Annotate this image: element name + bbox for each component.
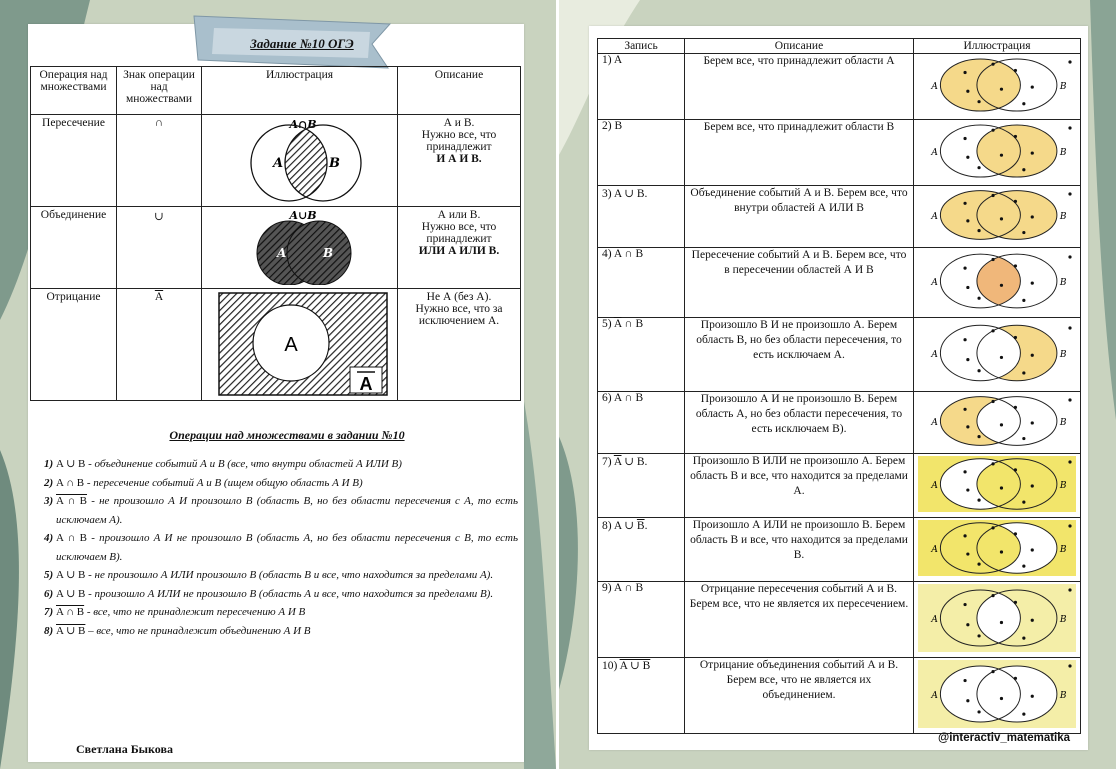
venn-point (1000, 697, 1003, 700)
venn-point (1014, 200, 1017, 203)
venn-point (1022, 437, 1025, 440)
venn-point (977, 435, 980, 438)
venn-point (1014, 336, 1017, 339)
venn-point (1000, 621, 1003, 624)
venn-point (1022, 299, 1025, 302)
venn-illustration (914, 186, 1080, 244)
venn-point (977, 563, 980, 566)
venn-label-a: A (931, 481, 938, 491)
venn-illustration (914, 320, 1080, 386)
venn-point (1014, 601, 1017, 604)
svg-text:B: B (329, 156, 340, 171)
venn-point (991, 329, 994, 332)
list-item: 2) A ∩ B - пересечение событий А и В (ищем общую область А И В) (44, 476, 363, 489)
venn-point (1014, 677, 1017, 680)
venn-point (1000, 284, 1003, 287)
operations-list (44, 455, 518, 640)
venn-point (977, 634, 980, 637)
venn-illustration (914, 658, 1080, 730)
venn-point (1068, 588, 1071, 591)
desc-line: А и В. (443, 117, 475, 129)
page-title: Задание №10 ОГЭ (250, 36, 354, 51)
desc-bold: ИЛИ А ИЛИ В. (418, 245, 500, 257)
venn-label-b: B (1059, 545, 1067, 555)
venn-point (1000, 154, 1003, 157)
venn-point (963, 470, 966, 473)
desc-line: Нужно все, что принадлежит (421, 221, 497, 245)
venn-point (1068, 664, 1071, 667)
col-header-notation: Запись (598, 39, 685, 54)
ill-label: A∩B (289, 118, 317, 131)
venn-point (1068, 60, 1071, 63)
venn-point (977, 100, 980, 103)
venn-point (1031, 695, 1034, 698)
venn-point (1022, 231, 1025, 234)
col-header-illustration: Иллюстрация (914, 39, 1081, 54)
venn-point (1000, 423, 1003, 426)
venn-point (991, 670, 994, 673)
table-row (598, 186, 1081, 248)
row-label: 4) A ∩ B (598, 248, 685, 318)
page-divider (556, 0, 559, 769)
table-row (598, 658, 1081, 734)
venn-point (1031, 421, 1034, 424)
row-label: 6) A ∩ $\overline{B}$ (602, 392, 644, 404)
section-title: Операции над множествами в задании №10 (169, 428, 405, 442)
venn-label-a: A (931, 545, 938, 555)
row-desc: Произошло А ИЛИ не произошло В. Берем область В и все, что находится за пределами В. (685, 518, 914, 582)
venn-point (1068, 398, 1071, 401)
venn-point (966, 425, 969, 428)
venn-point (963, 202, 966, 205)
venn-point (963, 534, 966, 537)
venn-illustration (914, 582, 1080, 654)
venn-point (1068, 524, 1071, 527)
venn-point (966, 156, 969, 159)
venn-point (991, 63, 994, 66)
venn-label-b: B (1059, 212, 1067, 222)
row-desc: Объединение событий А и В. Берем все, что внутри областей А ИЛИ В (685, 186, 914, 248)
col-header-description: Описание (398, 67, 521, 115)
venn-point (1014, 532, 1017, 535)
list-item: 5) A ∪ B - не произошло А ИЛИ произошло В (область В и все, что находится за пределами А). (44, 569, 494, 581)
operations-table (30, 66, 521, 401)
venn-point (966, 358, 969, 361)
venn-point (1022, 565, 1025, 568)
list-item: 1) A ∪ B - объединение событий А и В (все, что внутри областей А ИЛИ В) (44, 458, 402, 470)
venn-point (1022, 501, 1025, 504)
row-desc: Произошло В ИЛИ не произошло А. Берем область В и все, что находится за пределами А. (685, 454, 914, 518)
table-row (598, 518, 1081, 582)
venn-point (1022, 713, 1025, 716)
col-header-illustration: Иллюстрация (202, 67, 398, 115)
venn-point (1031, 484, 1034, 487)
desc-bold: И А И В. (436, 153, 482, 165)
table-row (31, 207, 521, 289)
venn-point (1000, 550, 1003, 553)
row-label: 2) B (598, 120, 685, 186)
complement-label: A (359, 374, 373, 394)
venn-illustration (914, 454, 1080, 514)
venn-point (1022, 637, 1025, 640)
table-row (598, 582, 1081, 658)
venn-point (1014, 468, 1017, 471)
op-sign: ∩ (117, 115, 202, 207)
venn-point (991, 526, 994, 529)
list-item: 4) A ∩ B - произошло А И не произошло В (область А, но без области пересечения с В, то есть исключаем В). (44, 532, 519, 563)
complement-diagram (205, 289, 394, 397)
venn-point (977, 499, 980, 502)
venn-point (1000, 88, 1003, 91)
venn-point (966, 90, 969, 93)
venn-point (1022, 371, 1025, 374)
venn-point (1068, 255, 1071, 258)
venn-point (1031, 282, 1034, 285)
author-handle: @interactiv_matematika (938, 732, 1071, 744)
venn-label-a: A (931, 148, 938, 158)
venn-point (1031, 151, 1034, 154)
venn-point (966, 699, 969, 702)
ill-label: A∪B (289, 209, 317, 222)
svg-text:A: A (277, 246, 287, 260)
desc-line: Не А (без А). (426, 291, 492, 303)
venn-point (991, 258, 994, 261)
venn-point (1014, 264, 1017, 267)
row-desc: Берем все, что принадлежит области В (685, 120, 914, 186)
venn-point (977, 369, 980, 372)
venn-point (963, 603, 966, 606)
row-label: 7) $\overline{A}$ ∪ B. (602, 456, 648, 468)
venn-point (963, 408, 966, 411)
venn-point (966, 623, 969, 626)
venn-point (991, 129, 994, 132)
venn-point (963, 71, 966, 74)
op-sign: $\overline{A}$ (154, 291, 164, 303)
venn-label-a: A (931, 350, 938, 360)
venn-illustration (914, 120, 1080, 182)
venn-point (991, 594, 994, 597)
table-row (31, 289, 521, 401)
venn-label-b: B (1059, 481, 1067, 491)
venn-point (1000, 356, 1003, 359)
venn-point (1022, 102, 1025, 105)
col-header-description: Описание (685, 39, 914, 54)
venn-point (963, 137, 966, 140)
venn-point (966, 552, 969, 555)
venn-label-b: B (1059, 615, 1067, 625)
op-sign: ∪ (117, 207, 202, 289)
venn-point (1022, 168, 1025, 171)
table-row (598, 318, 1081, 392)
venn-point (1014, 135, 1017, 138)
table-row (598, 54, 1081, 120)
table-row (31, 115, 521, 207)
venn-point (1068, 192, 1071, 195)
venn-point (963, 679, 966, 682)
venn-illustration (914, 518, 1080, 578)
row-desc: Произошло В И не произошло А. Берем область В, но без области пересечения, то есть исключаем А. (685, 318, 914, 392)
row-desc: Отрицание пересечения событий А и В. Берем все, что не является их пересечением. (685, 582, 914, 658)
venn-label-a: A (931, 418, 938, 428)
venn-point (966, 286, 969, 289)
venn-point (991, 400, 994, 403)
desc-line: Нужно все, что за исключением А. (415, 303, 503, 327)
op-name: Отрицание (31, 289, 117, 401)
op-name: Объединение (31, 207, 117, 289)
notation-table (597, 38, 1081, 734)
svg-text:A: A (273, 156, 284, 171)
union-venn (205, 207, 394, 285)
venn-point (963, 338, 966, 341)
op-name: Пересечение (31, 115, 117, 207)
venn-point (1014, 69, 1017, 72)
row-label: 10) A ∪ B (602, 660, 651, 672)
venn-point (977, 710, 980, 713)
venn-label-b: B (1059, 418, 1067, 428)
venn-label-a: A (931, 615, 938, 625)
venn-point (977, 166, 980, 169)
row-desc: Пересечение событий А и В. Берем все, что в пересечении областей А И В (685, 248, 914, 318)
venn-point (1031, 619, 1034, 622)
venn-illustration (914, 54, 1080, 116)
row-label: 8) A ∪ $\overline{B}$. (602, 520, 648, 532)
row-label: 5) $\overline{A}$ ∩ B (602, 318, 644, 330)
table-row (598, 392, 1081, 454)
author-name: Светлана Быкова (76, 742, 173, 756)
svg-text:A: A (284, 334, 298, 356)
table-row (598, 120, 1081, 186)
venn-point (1031, 548, 1034, 551)
venn-label-b: B (1059, 278, 1067, 288)
venn-label-a: A (931, 82, 938, 92)
venn-point (1068, 460, 1071, 463)
row-desc: Берем все, что принадлежит области А (685, 54, 914, 120)
venn-label-b: B (1059, 350, 1067, 360)
row-label: 9) A ∩ B (602, 582, 644, 594)
list-item: 6) A ∪ B - произошло А ИЛИ не произошло В (область А и все, что находится за пределами В). (44, 587, 494, 600)
venn-point (1031, 354, 1034, 357)
list-item: 8) A ∪ B – все, что не принадлежит объединению А И В (44, 624, 311, 637)
venn-point (1031, 85, 1034, 88)
venn-point (1014, 406, 1017, 409)
venn-point (963, 266, 966, 269)
venn-point (1000, 486, 1003, 489)
venn-point (1031, 215, 1034, 218)
row-desc: Отрицание объединения событий А и В. Берем все, что не является их объединением. (685, 658, 914, 734)
row-label: 1) A (598, 54, 685, 120)
venn-point (1000, 217, 1003, 220)
venn-point (977, 229, 980, 232)
venn-point (1068, 126, 1071, 129)
list-item: 7) A ∩ B - все, что не принадлежит пересечению А И В (44, 606, 306, 618)
venn-point (991, 194, 994, 197)
venn-illustration (914, 392, 1080, 450)
col-header-sign: Знак операции над множествами (117, 67, 202, 115)
row-desc: Произошло А И не произошло В. Берем область А, но без области пересечения, то есть исключаем В). (685, 392, 914, 454)
intersection-venn (205, 115, 394, 203)
venn-illustration (914, 249, 1080, 313)
venn-label-b: B (1059, 148, 1067, 158)
venn-point (966, 219, 969, 222)
venn-point (977, 297, 980, 300)
svg-text:B: B (323, 246, 334, 260)
desc-line: Нужно все, что принадлежит (421, 129, 497, 153)
table-row (598, 454, 1081, 518)
venn-label-a: A (931, 278, 938, 288)
venn-label-a: A (931, 691, 938, 701)
venn-label-a: A (931, 212, 938, 222)
venn-point (1068, 326, 1071, 329)
venn-label-b: B (1059, 691, 1067, 701)
desc-line: А или В. (437, 209, 481, 221)
venn-point (966, 488, 969, 491)
list-item: 3) A ∩ B - не произошло А И произошло В (область В, но без области пересечения с А, то есть исключаем А). (44, 495, 519, 526)
table-row (598, 248, 1081, 318)
venn-label-b: B (1059, 82, 1067, 92)
col-header-operation: Операция над множествами (31, 67, 117, 115)
venn-point (991, 462, 994, 465)
row-label: 3) A ∪ B. (598, 186, 685, 248)
